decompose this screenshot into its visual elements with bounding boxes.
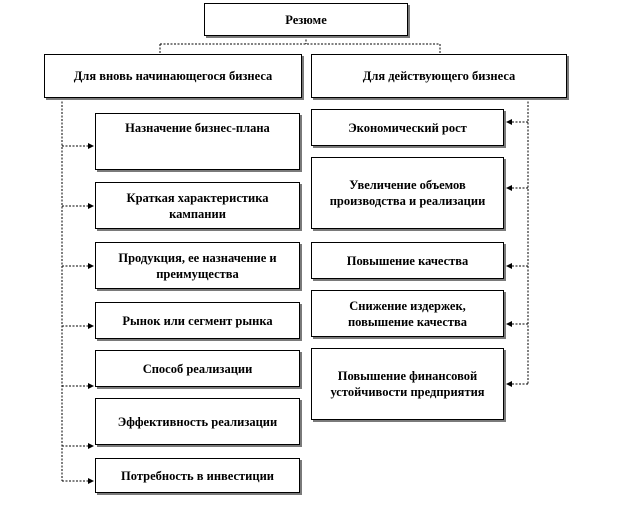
right-item-costs: Снижение издержек, повышение качества bbox=[311, 290, 504, 337]
right-item-quality: Повышение качества bbox=[311, 242, 504, 279]
left-item-market: Рынок или сегмент рынка bbox=[95, 302, 300, 339]
left-item-efficiency: Эффективность реализации bbox=[95, 398, 300, 445]
right-header-box: Для действующего бизнеса bbox=[311, 54, 567, 98]
left-item-sales-method: Способ реализации bbox=[95, 350, 300, 387]
left-header-box: Для вновь начинающегося бизнеса bbox=[44, 54, 302, 98]
left-item-purpose: Назначение бизнес-плана bbox=[95, 113, 300, 170]
right-item-financial: Повышение финансовой устойчивости предприятия bbox=[311, 348, 504, 420]
root-box: Резюме bbox=[204, 3, 408, 36]
left-item-investment: Потребность в инвестиции bbox=[95, 458, 300, 493]
left-item-product: Продукция, ее назначение и преимущества bbox=[95, 242, 300, 289]
left-item-company-brief: Краткая характеристика кампании bbox=[95, 182, 300, 229]
right-item-growth: Экономический рост bbox=[311, 109, 504, 146]
right-item-volume: Увеличение объемов производства и реализации bbox=[311, 157, 504, 229]
